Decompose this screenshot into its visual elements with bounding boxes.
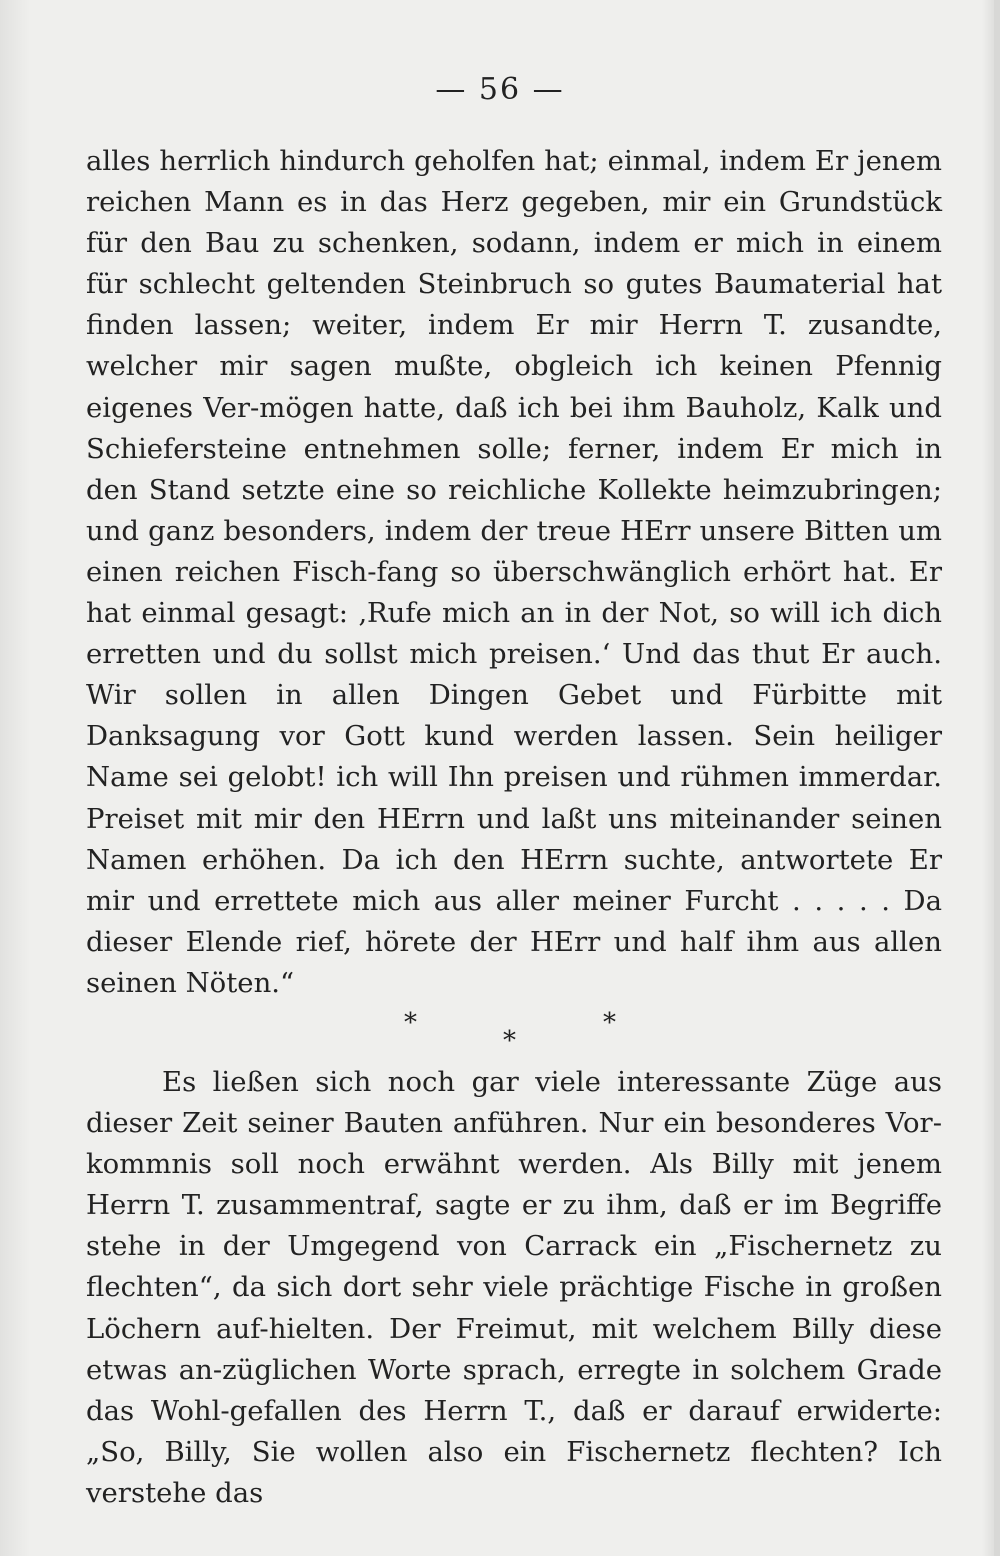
page-edge (994, 0, 1000, 1556)
asterisk: * (503, 1026, 516, 1056)
paragraph-1: alles herrlich hindurch geholfen hat; einmal, indem Er jenem reichen Mann es in das Herz gegeben, mir ein Grundstück für den Bau zu schenken, sodann, indem er mich in einem für schlecht geltenden Steinbruch so gutes Baumaterial hat finden lassen; weiter, indem Er mir Herrn T. zusandte, welcher mir sagen mußte, obgleich ich keinen Pfennig eigenes Ver-mögen hatte, daß ich bei ihm Bauholz, Kalk und Schiefersteine entnehmen solle; ferner, indem Er mich in den Stand setzte eine so reichliche Kollekte heimzubringen; und ganz besonders, indem der treue HErr unsere Bitten um einen reichen Fisch-fang so überschwänglich erhört hat. Er hat einmal gesagt: ‚Rufe mich an in der Not, so will ich dich erretten und du sollst mich preisen.‘ Und das thut Er auch. Wir sollen in allen Dingen Gebet und Fürbitte mit Danksagung vor Gott kund werden lassen. Sein heiliger Name sei gelobt! ich will Ihn preisen und rühmen immerdar. Preiset mit mir den HErrn und laßt uns miteinander seinen Namen erhöhen. Da ich den HErrn suchte, antwortete Er mir und errettete mich aus aller meiner Furcht . . . . . Da dieser Elende rief, hörete der HErr und half ihm aus allen seinen Nöten.“ (86, 145, 942, 999)
asterisk: * (404, 1008, 417, 1038)
asterisk: * (603, 1008, 616, 1038)
paragraph-2: Es ließen sich noch gar viele interessante Züge aus dieser Zeit seiner Bauten anführen. Nur ein besonderes Vor-kommnis soll noch erwähnt werden. Als Billy mit jenem Herrn T. zusammentraf, sagte er zu ihm, daß er im Begriffe stehe in der Umgegend von Carrack ein „Fischernetz zu flechten“, da sich dort sehr viele prächtige Fische in großen Löchern auf-hielten. Der Freimut, mit welchem Billy diese etwas an-züglichen Worte sprach, erregte in solchem Grade das Wohl-gefallen des Herrn T., daß er darauf erwiderte: „So, Billy, Sie wollen also ein Fischernetz flechten? Ich verstehe das (86, 1066, 942, 1509)
page-number: — 56 — (435, 72, 565, 107)
section-separator (0, 1000, 1000, 1060)
